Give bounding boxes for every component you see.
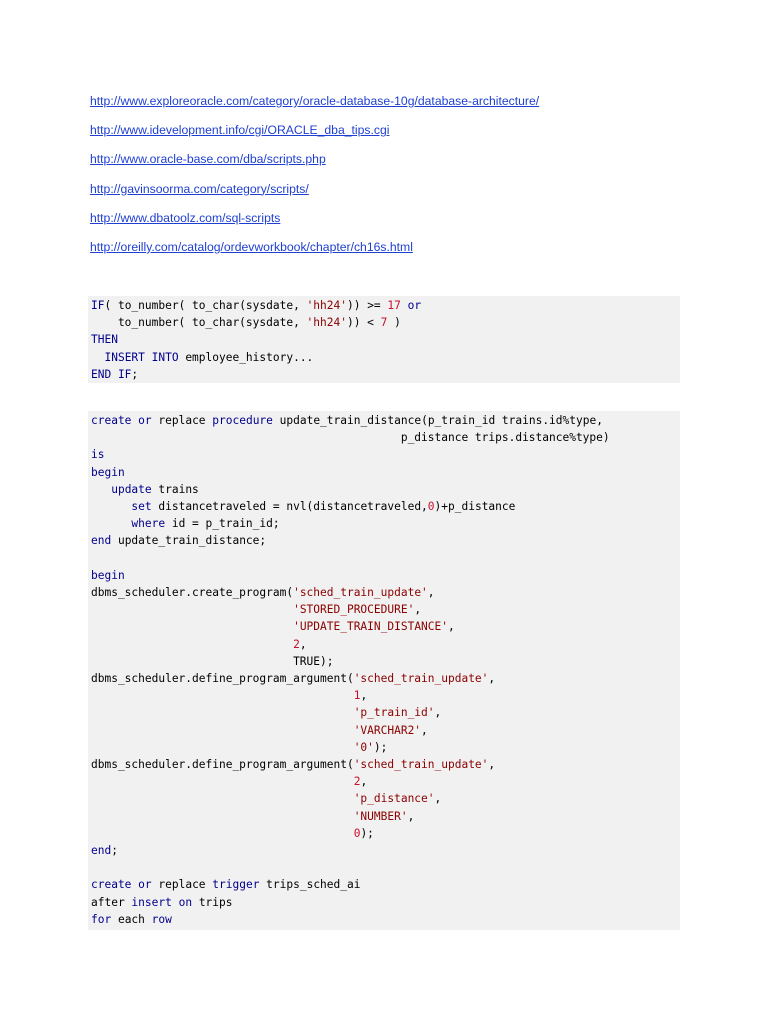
code-token: update_train_distance;: [111, 534, 267, 548]
code-string: 'VARCHAR2': [353, 723, 422, 737]
code-keyword: procedure: [212, 414, 273, 427]
code-token: to_number( to_char(sysdate,: [91, 316, 307, 330]
code-line: [91, 586, 435, 599]
code-line: [91, 333, 118, 346]
code-line: [91, 775, 367, 788]
code-token: ,: [414, 603, 422, 617]
code-line: [91, 534, 266, 547]
code-string: '0': [353, 740, 374, 754]
code-token: each: [111, 912, 152, 926]
code-line: [91, 672, 495, 685]
code-token: distancetraveled = nvl(distancetraveled,: [151, 500, 428, 514]
code-token: after: [91, 895, 132, 909]
code-token: [91, 351, 104, 364]
code-line: [91, 706, 441, 719]
code-token: [91, 483, 111, 496]
code-token: [91, 724, 354, 737]
code-keyword: create: [91, 878, 132, 892]
code-keyword: create: [91, 414, 132, 427]
code-line: [91, 368, 138, 381]
code-line: [91, 896, 233, 909]
code-token: ,: [407, 809, 415, 823]
code-token: p_distance trips.distance%type): [91, 431, 610, 445]
code-token: [91, 775, 354, 788]
code-line: [91, 517, 280, 530]
code-token: [401, 299, 408, 312]
code-string: 'NUMBER': [353, 809, 408, 823]
code-line: [91, 431, 610, 444]
code-keyword: or: [138, 414, 152, 427]
code-token: ,: [448, 620, 455, 634]
link-oreilly[interactable]: http://oreilly.com/catalog/ordevworkbook/chapter/ch16s.html: [90, 239, 413, 254]
code-line: [91, 792, 441, 805]
code-line: [91, 448, 104, 461]
code-token: )) <: [346, 316, 381, 330]
code-line: [91, 638, 307, 651]
code-token: [172, 896, 179, 909]
code-line: [91, 483, 199, 496]
code-line: [91, 689, 367, 702]
code-token: )+p_distance: [434, 500, 516, 514]
code-token: TRUE);: [91, 654, 334, 668]
code-text: [91, 412, 680, 928]
code-token: ,: [434, 792, 442, 806]
code-token: [91, 827, 354, 840]
code-block-time-check: [88, 296, 680, 383]
code-token: [91, 500, 131, 513]
code-keyword: INSERT INTO: [104, 350, 179, 364]
code-string: 'UPDATE_TRAIN_DISTANCE': [293, 620, 448, 634]
code-line: [91, 500, 515, 513]
code-block-scheduler: [88, 411, 680, 930]
code-keyword: on: [178, 895, 193, 909]
code-token: trips_sched_ai: [259, 878, 361, 892]
code-token: [91, 741, 354, 754]
code-line: [91, 351, 313, 364]
code-line: [91, 603, 421, 616]
code-keyword: is: [91, 448, 105, 462]
code-string: 'STORED_PROCEDURE': [293, 603, 415, 617]
code-keyword: update: [111, 482, 152, 496]
code-keyword: THEN: [91, 333, 118, 347]
code-keyword: trigger: [212, 878, 260, 892]
code-number: 0: [353, 826, 361, 840]
code-keyword: begin: [91, 465, 125, 479]
code-line: [91, 466, 125, 479]
code-token: update_train_distance(p_train_id trains.id%type,: [272, 414, 603, 427]
code-keyword: or: [407, 299, 422, 312]
link-idevelopment[interactable]: http://www.idevelopment.info/cgi/ORACLE_dba_tips.cgi: [90, 123, 390, 138]
code-token: trains: [151, 482, 199, 496]
code-line: [91, 655, 333, 668]
code-token: ,: [421, 723, 428, 737]
code-number: 2: [293, 637, 300, 651]
code-line: [91, 878, 360, 891]
link-oracle-base[interactable]: http://www.oracle-base.com/dba/scripts.php: [90, 152, 326, 167]
code-number: 2: [353, 775, 361, 789]
code-token: ,: [360, 775, 368, 789]
code-token: ,: [427, 586, 435, 600]
link-exploreoracle[interactable]: http://www.exploreoracle.com/category/oracle-database-10g/database-architecture/: [90, 94, 540, 108]
code-token: ;: [111, 844, 118, 858]
code-token: );: [360, 826, 374, 840]
code-token: ,: [299, 637, 307, 651]
code-line: [91, 741, 387, 754]
code-line: [91, 844, 118, 857]
code-token: replace: [151, 878, 213, 892]
code-token: )) >=: [346, 299, 388, 312]
code-token: employee_history...: [178, 350, 314, 364]
code-line: [91, 620, 455, 633]
code-token: [91, 603, 293, 616]
code-string: 'hh24': [306, 316, 347, 330]
code-keyword: or: [138, 878, 152, 892]
code-token: [91, 706, 354, 719]
link-gavinsoorma[interactable]: http://gavinsoorma.com/category/scripts/: [90, 181, 309, 196]
code-token: id = p_train_id;: [165, 517, 280, 531]
code-token: dbms_scheduler.define_program_argument(: [91, 672, 354, 686]
code-keyword: for: [91, 912, 112, 926]
code-string: 'sched_train_update': [353, 672, 489, 686]
code-keyword: row: [151, 912, 172, 926]
code-string: 'p_train_id': [353, 706, 435, 720]
code-token: [91, 517, 131, 530]
code-line: [91, 913, 172, 926]
code-number: 17: [387, 299, 401, 312]
code-keyword: end: [91, 534, 112, 548]
code-number: 7: [380, 316, 388, 330]
code-string: 'sched_train_update': [293, 586, 428, 600]
code-line: [91, 827, 374, 840]
code-line: [91, 810, 414, 823]
code-line: [91, 724, 428, 737]
code-string: 'p_distance': [353, 792, 435, 806]
code-keyword: END IF: [91, 367, 132, 381]
code-line: [91, 414, 603, 427]
code-token: ,: [488, 672, 496, 686]
code-token: ,: [360, 689, 368, 703]
code-line: [91, 316, 401, 329]
code-token: ( to_number( to_char(sysdate,: [104, 299, 307, 312]
code-token: [91, 792, 354, 805]
code-line: [91, 569, 125, 582]
code-keyword: set: [131, 500, 152, 514]
code-token: ): [387, 316, 401, 330]
code-line: [91, 758, 495, 771]
code-token: trips: [192, 895, 233, 909]
code-token: dbms_scheduler.define_program_argument(: [91, 758, 354, 772]
code-token: ,: [434, 706, 442, 720]
code-text: [91, 297, 680, 383]
code-keyword: end: [91, 844, 112, 858]
code-token: ,: [488, 758, 496, 772]
code-keyword: IF: [91, 299, 105, 312]
code-token: [91, 810, 354, 823]
code-number: 0: [427, 500, 435, 514]
code-token: [91, 620, 293, 633]
code-string: 'sched_train_update': [353, 758, 489, 772]
code-token: [91, 689, 354, 702]
code-string: 'hh24': [306, 299, 347, 312]
code-token: replace: [151, 414, 213, 427]
code-keyword: insert: [131, 895, 172, 909]
link-list: [90, 92, 690, 267]
code-token: ;: [131, 367, 139, 381]
code-token: [91, 638, 293, 651]
code-keyword: where: [131, 517, 166, 531]
code-line: [91, 299, 421, 312]
code-token: );: [373, 740, 388, 754]
code-keyword: begin: [91, 568, 125, 582]
link-dbatoolz[interactable]: http://www.dbatoolz.com/sql-scripts: [90, 210, 281, 225]
code-token: dbms_scheduler.create_program(: [91, 586, 294, 600]
code-number: 1: [353, 689, 361, 703]
